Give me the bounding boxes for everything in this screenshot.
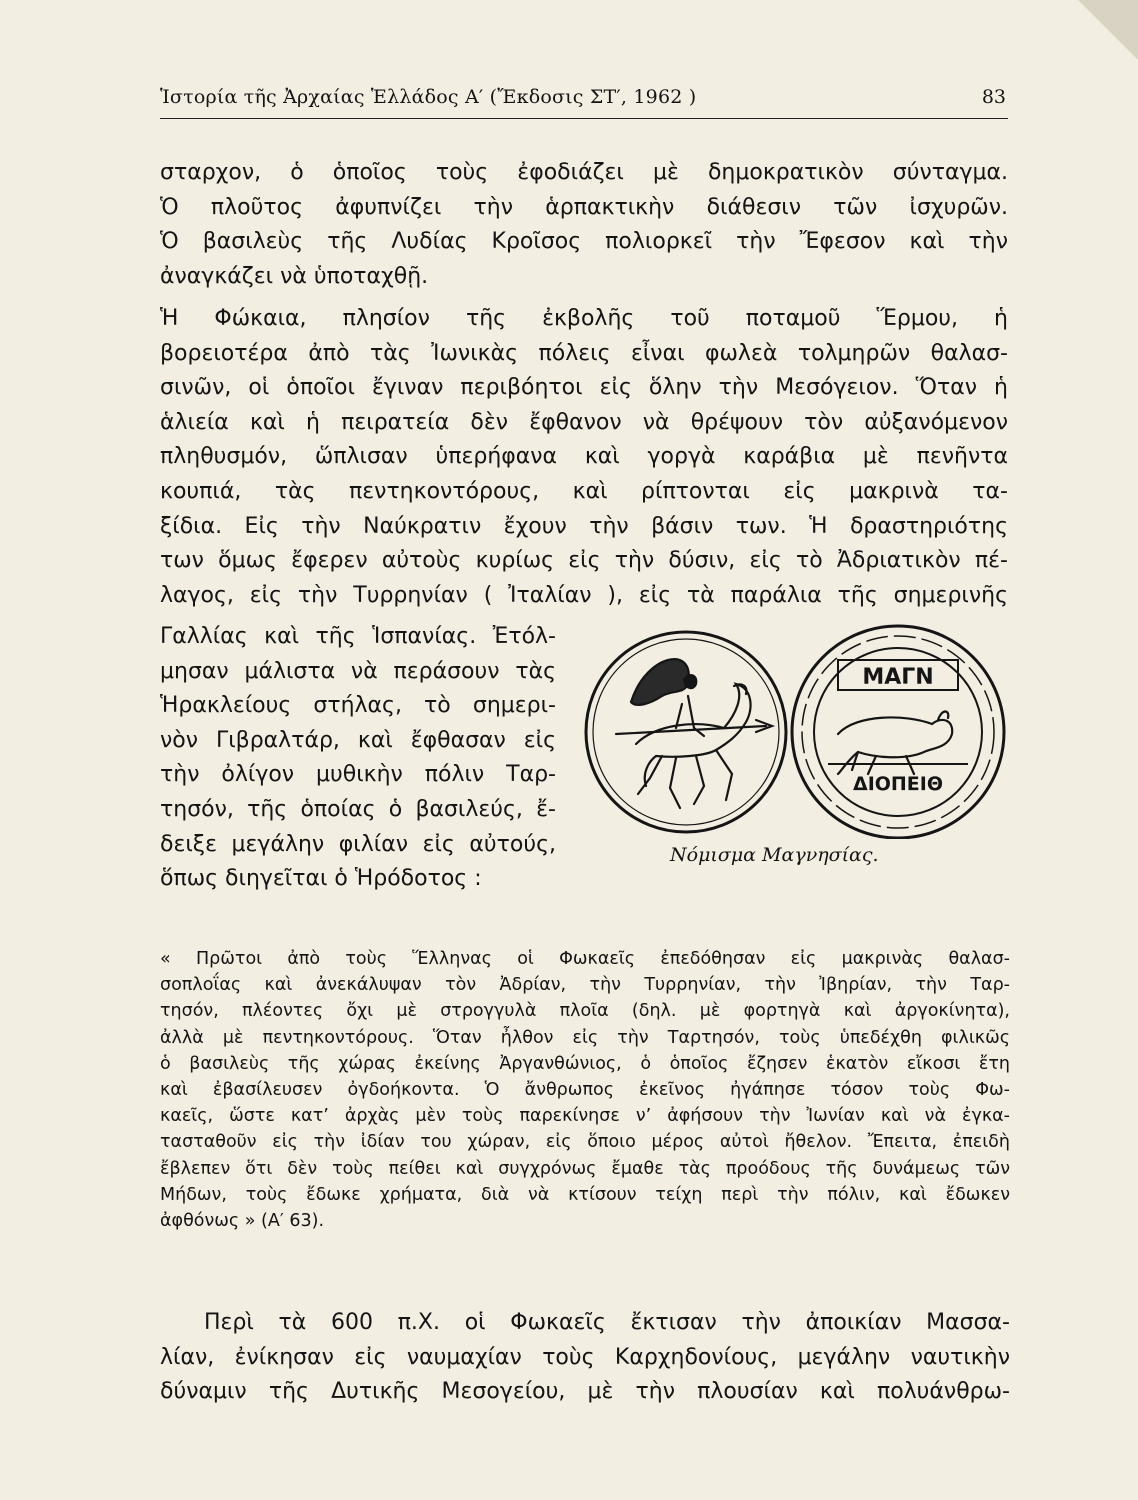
text-line: μησαν μάλιστα νὰ περάσουν τὰς [160, 658, 556, 684]
text-line: Ὁ βασιλεὺς τῆς Λυδίας Κροῖσος πολιορκεῖ τὴν Ἔφεσον καὶ τὴν [160, 229, 1008, 255]
quote-line: καὶ ἐβασίλευσεν ὀγδοήκοντα. Ὁ ἄνθρωπος ἐκεῖνος ἠγάπησε τόσον τοὺς Φω- [160, 1080, 1010, 1101]
text-line: ἁλιεία καὶ ἡ πειρατεία δὲν ἔφθανον νὰ θρέψουν τὸν αὐξανόμενον [160, 409, 1008, 435]
text-line: Ἡ Φώκαια, πλησίον τῆς ἐκβολῆς τοῦ ποταμοῦ Ἕρμου, ἡ [160, 306, 1008, 331]
text-line: νὸν Γιβραλτάρ, καὶ ἔφθασαν εἰς [160, 727, 556, 753]
page-corner-fold [1078, 0, 1138, 60]
coin-reverse [792, 626, 1004, 838]
coin-inscription-top: ΜΑΓΝ [862, 665, 934, 690]
paragraph-3 [160, 1306, 1010, 1410]
text-line: τησόν, τῆς ὁποίας ὁ βασιλεύς, ἔ- [160, 796, 556, 822]
text-line: ὅπως διηγεῖται ὁ Ἡρόδοτος : [160, 866, 482, 892]
horseman-icon [616, 659, 772, 808]
text-line: Περὶ τὰ 600 π.Χ. οἱ Φωκαεῖς ἔκτισαν τὴν ἀποικίαν Μασσα- [204, 1310, 1010, 1335]
paragraph-2-wrapped-column [160, 620, 556, 897]
text-line: των ὅμως ἔφερεν αὐτοὺς κυρίως εἰς τὴν δύσιν, εἰς τὸ Ἀδριατικὸν πέ- [160, 548, 1008, 574]
text-line: τὴν ὀλίγον μυθικὴν πόλιν Ταρ- [160, 762, 556, 788]
text-line: πληθυσμόν, ὥπλισαν ὑπερήφανα καὶ γοργὰ καράβια μὲ πενῆντα [160, 444, 1008, 470]
figure-caption: Νόμισμα Μαγνησίας. [670, 844, 879, 866]
paragraph-1 [160, 156, 1008, 294]
text-line: λίαν, ἐνίκησαν εἰς ναυμαχίαν τοὺς Καρχηδονίους, μεγάλην ναυτικὴν [160, 1344, 1010, 1370]
text-line: σινῶν, οἱ ὁποῖοι ἔγιναν περιβόητοι εἰς ὅλην τὴν Μεσόγειον. Ὅταν ἡ [160, 375, 1008, 401]
running-header [160, 86, 1008, 119]
text-line: δύναμιν τῆς Δυτικῆς Μεσογείου, μὲ τὴν πλουσίαν καὶ πολυάνθρω- [160, 1379, 1010, 1405]
text-line: βορειοτέρα ἀπὸ τὰς Ἰωνικὰς πόλεις εἶναι φωλεὰ τολμηρῶν θαλασ- [160, 340, 1008, 366]
coin-inscription-bottom: ΔΙΟΠΕΙΘ [852, 773, 944, 795]
quote-line: ἔβλεπεν ὅτι δὲν τοὺς πείθει καὶ συγχρόνως ἔμαθε τὰς προόδους τῆς δυνάμεως τῶν [160, 1158, 1010, 1179]
text-line: δειξε μεγάλην φιλίαν εἰς αὐτούς, [160, 831, 556, 857]
quote-line: Μήδων, τοὺς ἔδωκε χρήματα, διὰ νὰ κτίσουν τείχη περὶ τὴν πόλιν, καὶ ἔδωκεν [160, 1184, 1010, 1205]
coin-illustration [576, 624, 1012, 839]
text-line: Ἡρακλείους στήλας, τὸ σημερι- [160, 693, 556, 719]
quote-line: ἀλλὰ μὲ πεντηκοντόρους. Ὅταν ἦλθον εἰς τὴν Ταρτησόν, τοὺς ὑπεδέχθη φιλικῶς [160, 1027, 1010, 1048]
paragraph-2 [160, 302, 1008, 613]
text-line: Ὁ πλοῦτος ἀφυπνίζει τὴν ἁρπακτικὴν διάθεσιν τῶν ἰσχυρῶν. [160, 194, 1008, 220]
herodotus-quote [160, 946, 1010, 1234]
book-title: Ἱστορία τῆς Ἀρχαίας Ἑλλάδος Α′ (Ἔκδοσις ΣΤ′, 1962 ) [160, 86, 697, 108]
text-line: κουπιά, τὰς πεντηκοντόρους, καὶ ρίπτονται εἰς μακρινὰ τα- [160, 478, 1008, 504]
coin-figure [576, 624, 1012, 874]
quote-line: « Πρῶτοι ἀπὸ τοὺς Ἕλληνας οἱ Φωκαεῖς ἐπεδόθησαν εἰς μακρινὰς θαλασ- [160, 949, 1010, 969]
text-line: σταρχον, ὁ ὁποῖος τοὺς ἐφοδιάζει μὲ δημοκρατικὸν σύνταγμα. [160, 160, 1008, 185]
text-line: λαγος, εἰς τὴν Τυρρηνίαν ( Ἰταλίαν ), εἰς τὰ παράλια τῆς σημερινῆς [160, 582, 1008, 608]
text-line: ἀναγκάζει νὰ ὑποταχθῇ. [160, 263, 429, 289]
quote-line: καεῖς, ὥστε κατ’ ἀρχὰς μὲν τοὺς παρεκίνησε ν’ ἀφήσουν τὴν Ἰωνίαν καὶ νὰ ἐγκα- [160, 1106, 1010, 1127]
coin-obverse [586, 632, 786, 832]
quote-line: τασταθοῦν εἰς τὴν ἰδίαν του χώραν, εἰς ὅποιο μέρος αὐτοὶ ἤθελον. Ἔπειτα, ἐπειδὴ [160, 1132, 1010, 1153]
quote-line: ἀφθόνως » (Α′ 63). [160, 1211, 325, 1232]
text-line: ξίδια. Εἰς τὴν Ναύκρατιν ἔχουν τὴν βάσιν των. Ἡ δραστηριότης [160, 513, 1008, 539]
quote-line: ὁ βασιλεὺς τῆς χώρας ἐκείνης Ἀργανθώνιος, ὁ ὁποῖος ἔζησεν ἑκατὸν εἴκοσι ἔτη [160, 1053, 1010, 1074]
quote-line: σοπλοΐας καὶ ἀνεκάλυψαν τὸν Ἀδρίαν, τὴν Τυρρηνίαν, τὴν Ἰβηρίαν, τὴν Ταρ- [160, 975, 1010, 996]
text-line: Γαλλίας καὶ τῆς Ἱσπανίας. Ἐτόλ- [160, 624, 556, 649]
page-number: 83 [981, 86, 1006, 108]
quote-line: τησόν, πλέοντες ὄχι μὲ στρογγυλὰ πλοῖα (δηλ. μὲ φορτηγὰ καὶ ἀργοκίνητα), [160, 1001, 1010, 1022]
